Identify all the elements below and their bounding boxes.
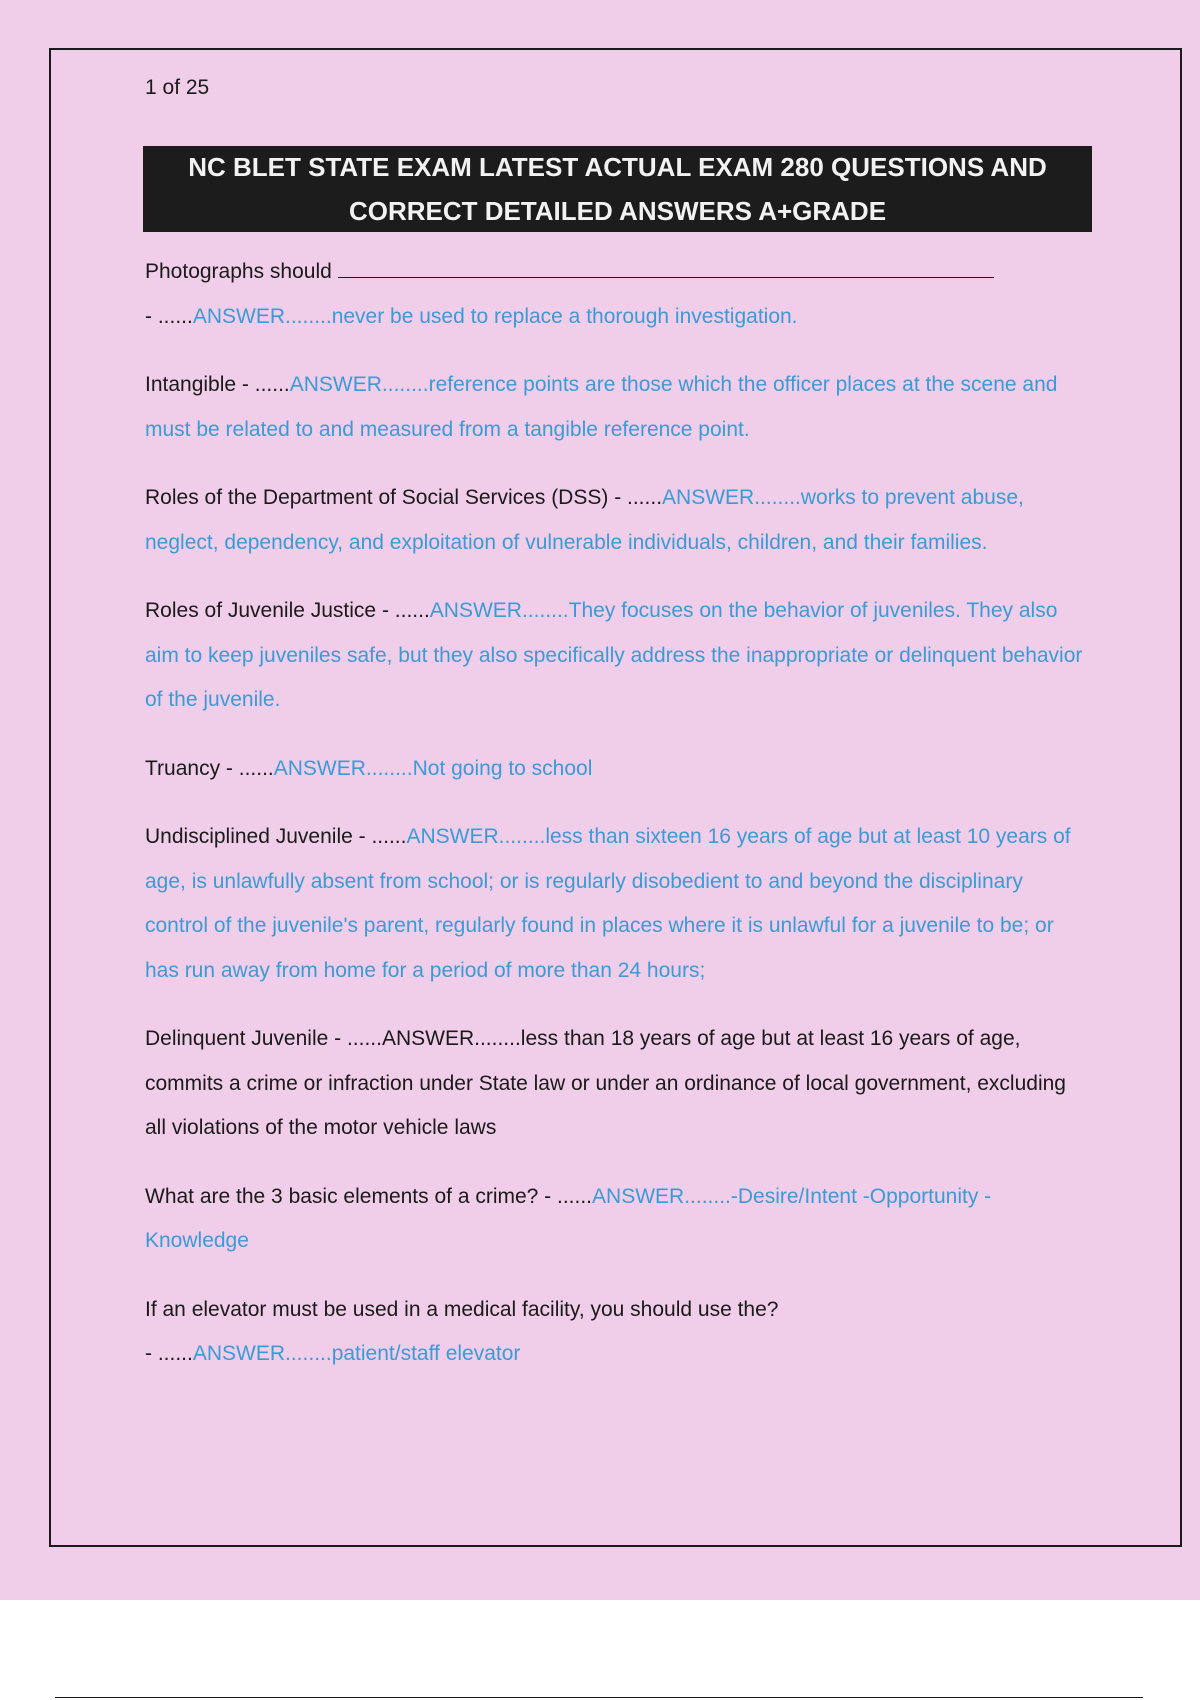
question-text: Roles of Juvenile Justice - ...... [145,599,430,622]
answer-text: ANSWER........less than sixteen 16 years of age but at least 10 years of age, is unlawfully absent from school; or is regularly disobedient to and beyond the disciplinary control of the juvenile's parent, regularly found in places where it is unlawful for a juvenile to be; or has run away from home for a period of more than 24 hours; [145,825,1071,982]
qa-item [145,1017,1090,1151]
title-banner [143,146,1092,232]
footer-rule [55,1697,1143,1698]
title-line-2: CORRECT DETAILED ANSWERS A+GRADE [348,196,887,226]
answer-text: ANSWER........reference points are those which the officer places at the scene and must be related to and measured from a tangible reference point. [145,373,1058,441]
qa-item [145,747,1090,792]
qa-item [145,1288,1090,1377]
question-text: If an elevator must be used in a medical facility, you should use the? [145,1297,779,1321]
qa-item [145,815,1090,993]
question-separator: - ...... [145,304,193,328]
answer-text: ANSWER........Not going to school [273,756,593,780]
answer-text: ANSWER........works to prevent abuse, neglect, dependency, and exploitation of vulnerable individuals, children, and their families. [145,486,1024,554]
qa-item [145,250,1090,339]
question-text: Delinquent Juvenile - ......ANSWER........less than 18 years of age but at least 16 years of age, commits a crime or infraction under State law or under an ordinance of local government, excluding all violations of the motor vehicle laws [145,1027,1066,1139]
question-text: What are the 3 basic elements of a crime? - ...... [145,1184,593,1208]
qa-item [145,476,1090,565]
answer-text: ANSWER........-Desire/Intent -Opportunity -Knowledge [145,1184,992,1252]
question-text: Intangible - ...... [145,373,290,396]
question-separator: - ...... [145,1342,193,1365]
qa-list [145,250,1090,1401]
qa-item [145,1175,1090,1264]
page-number: 1 of 25 [145,76,210,99]
answer-blank-line [338,256,994,278]
question-text: Truancy - ...... [145,756,274,780]
answer-text: ANSWER........They focuses on the behavior of juveniles. They also aim to keep juveniles safe, but they also specifically address the inappropriate or delinquent behavior of the juvenile. [145,599,1083,711]
qa-item [145,363,1090,452]
qa-item [145,589,1090,723]
title-line-1: NC BLET STATE EXAM LATEST ACTUAL EXAM 280 QUESTIONS AND [188,152,1047,182]
answer-text: ANSWER........never be used to replace a thorough investigation. [192,304,798,328]
answer-text: ANSWER........patient/staff elevator [192,1342,521,1365]
question-text: Roles of the Department of Social Services (DSS) - ...... [145,486,663,509]
question-text: Undisciplined Juvenile - ...... [145,825,407,848]
question-text: Photographs should [145,260,338,283]
